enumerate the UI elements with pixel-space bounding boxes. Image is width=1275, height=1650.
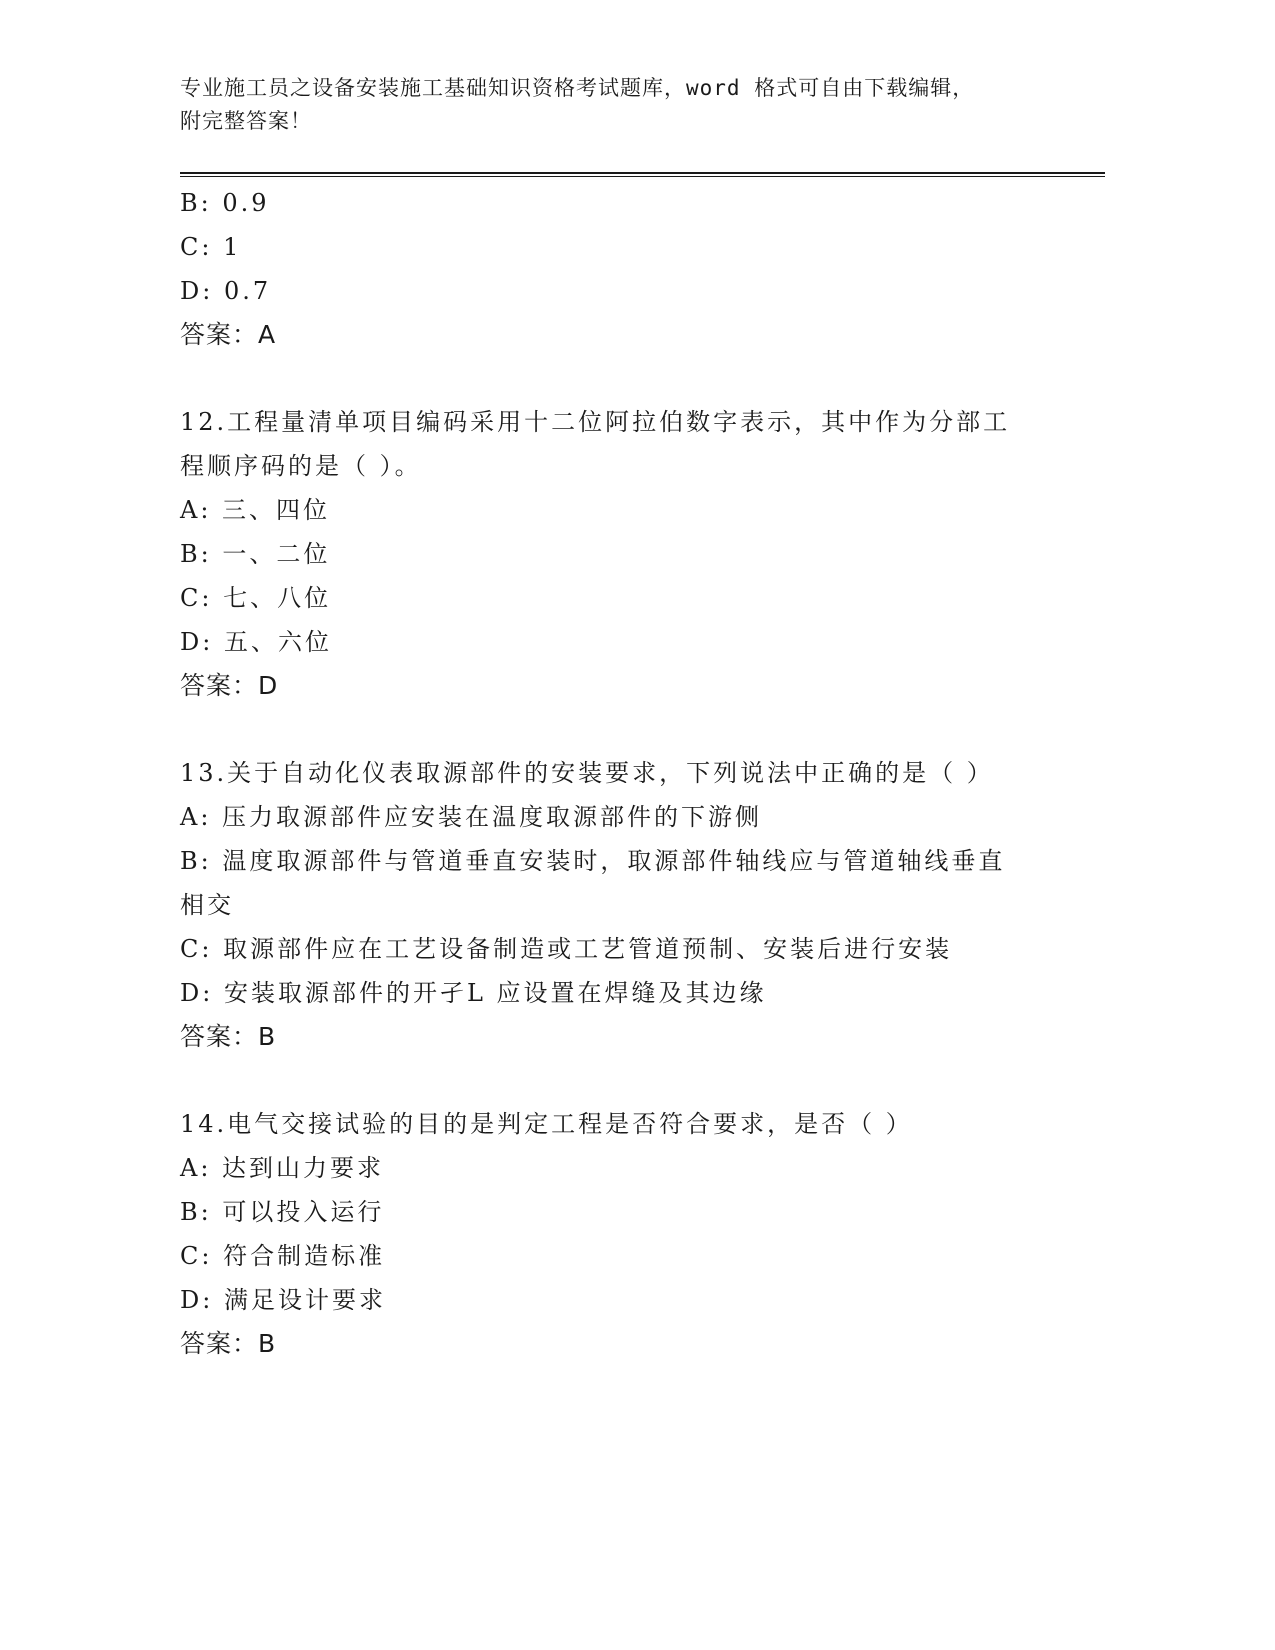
header-divider-thin [180, 176, 1105, 177]
document-header [180, 72, 1060, 138]
q14-option-b: B: 可以投入运行 [180, 1198, 385, 1226]
q14-option-d: D: 满足设计要求 [180, 1286, 386, 1314]
q14-option-c: C: 符合制造标准 [180, 1242, 386, 1270]
q13-option-a: A: 压力取源部件应安装在温度取源部件的下游侧 [180, 803, 763, 831]
q13-option-b-line-1: B: 温度取源部件与管道垂直安装时，取源部件轴线应与管道轴线垂直 [180, 847, 1006, 875]
header-divider-thick [180, 172, 1105, 174]
question-spacer [180, 360, 1040, 403]
q11-option-c: C: 1 [180, 233, 242, 261]
q14-answer: 答案：B [180, 1329, 277, 1358]
q12-option-c: C: 七、八位 [180, 584, 332, 612]
q13-option-d: D: 安装取源部件的开孑L 应设置在焊缝及其边缘 [180, 979, 767, 1007]
question-spacer [180, 711, 1040, 754]
q13-option-b-line-2: 相交 [180, 891, 234, 919]
q13-answer: 答案：B [180, 1022, 277, 1051]
question-spacer [180, 1062, 1040, 1105]
header-line-2: 附完整答案！ [180, 109, 312, 133]
question-14 [180, 1105, 1040, 1369]
header-line-1: 专业施工员之设备安装施工基础知识资格考试题库，word 格式可自由下载编辑， [180, 76, 975, 100]
q13-option-c: C: 取源部件应在工艺设备制造或工艺管道预制、安装后进行安装 [180, 935, 953, 963]
q12-stem-line-1: 12.工程量清单项目编码采用十二位阿拉伯数字表示，其中作为分部工 [180, 408, 1011, 436]
question-list [180, 184, 1040, 1369]
question-13 [180, 754, 1040, 1062]
q12-option-d: D: 五、六位 [180, 628, 332, 656]
q14-option-a: A: 达到山力要求 [180, 1154, 385, 1182]
q11-answer: 答案：A [180, 320, 277, 349]
q11-option-d: D: 0.7 [180, 277, 272, 305]
q11-option-b: B: 0.9 [180, 189, 270, 217]
q12-stem-line-2: 程顺序码的是（ ）。 [180, 452, 422, 480]
q14-stem: 14.电气交接试验的目的是判定工程是否符合要求，是否（ ） [180, 1110, 913, 1138]
q13-stem: 13.关于自动化仪表取源部件的安装要求，下列说法中正确的是（ ） [180, 759, 994, 787]
q12-answer: 答案：D [180, 671, 279, 700]
q12-option-b: B: 一、二位 [180, 540, 331, 568]
question-11 [180, 184, 1040, 360]
question-12 [180, 403, 1040, 711]
q12-option-a: A: 三、四位 [180, 496, 331, 524]
